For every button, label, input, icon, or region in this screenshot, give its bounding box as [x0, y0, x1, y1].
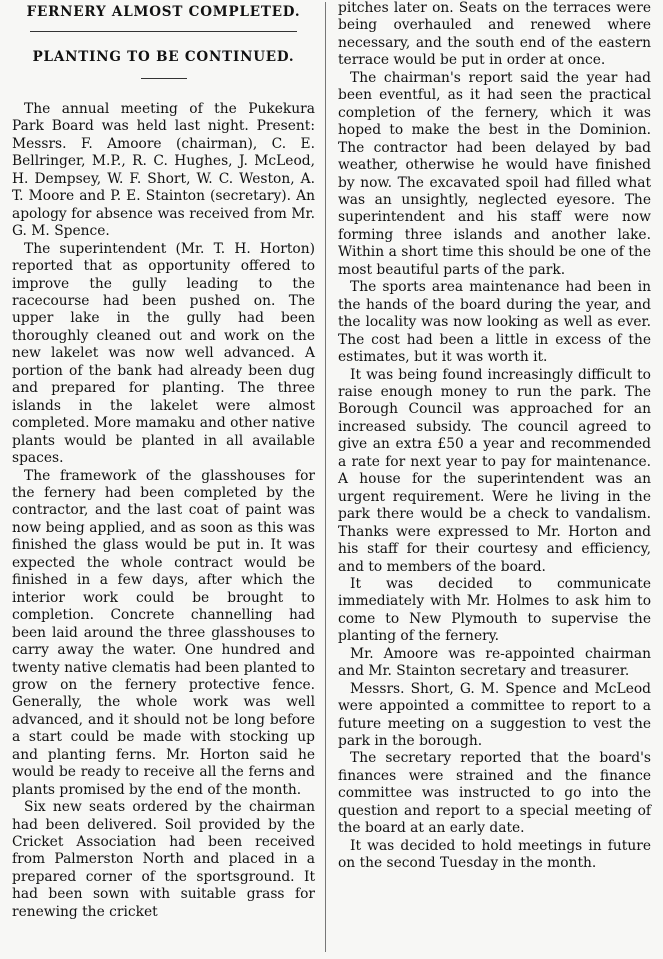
- paragraph-glasshouses: The framework of the glasshouses for the fernery had been completed by the contractor, and the last coat of paint was now being applied, and as soon as this was finished the glass would be put in. It was expected the whole contract would be finished in a few days, after which the interior work could be brought to completion. Concrete channelling had been laid around the three glasshouses to carry away the water. One hundred and twenty native clematis had been planted to grow on the fernery protective fence. Generally, the whole work was well advanced, and it should not be long before a start could be made with stocking up and planting ferns. Mr. Horton said he would be ready to receive all the ferns and plants promised by the end of the month.: [12, 467, 315, 798]
- paragraph-reappointed: Mr. Amoore was re-appointed chairman and Mr. Stainton secretary and treasurer.: [338, 645, 651, 680]
- paragraph-seats-continued: pitches later on. Seats on the terraces were being overhauled and renewed where necessary, and the south end of the eastern terrace would be put in order at once.: [338, 0, 651, 69]
- paragraph-superintendent: The superintendent (Mr. T. H. Horton) reported that as opportunity offered to improve the gully leading to the racecourse had been pushed on. The upper lake in the gully had been thoroughly cleaned out and work on the new lakelet was now well advanced. A portion of the bank had already been dug and prepared for planting. The three islands in the lakelet were almost completed. More mamaku and other native plants would be planted in all available spaces.: [12, 240, 315, 467]
- paragraph-meetings: It was decided to hold meetings in future on the second Tuesday in the month.: [338, 837, 651, 872]
- column-divider: [325, 2, 326, 952]
- paragraph-meeting: The annual meeting of the Pukekura Park Board was held last night. Present: Messrs. F. Amoore (chairman), C. E. Bellringer, M.P., R. C. Hughes, J. McLeod, H. Dempsey, W. F. Short, W. C. Weston, A. T. Moore and P. E. Stainton (secretary). An apology for absence was received from Mr. G. M. Spence.: [12, 101, 315, 240]
- paragraph-secretary: The secretary reported that the board's finances were strained and the finance committee was instructed to go into the question and report to a special meeting of the board at an early date.: [338, 750, 651, 837]
- left-column: [12, 0, 315, 921]
- headline-rule: [30, 31, 297, 32]
- paragraph-committee: Messrs. Short, G. M. Spence and McLeod were appointed a committee to report to a future meeting on a suggestion to vest the park in the borough.: [338, 680, 651, 750]
- paragraph-finance: It was being found increasingly difficult to raise enough money to run the park. The Borough Council was approached for an increased subsidy. The council agreed to give an extra £50 a year and recommended a rate for next year to pay for maintenance. A house for the superintendent was an urgent requirement. Were he living in the park there would be a check to vandalism. Thanks were expressed to Mr. Horton and his staff for their courtesy and efficiency, and to members of the board.: [338, 366, 651, 575]
- paragraph-sports-area: The sports area maintenance had been in the hands of the board during the year, and the locality was now looking as well as ever. The cost had been a little in excess of the estimates, but it was worth it.: [338, 279, 651, 366]
- paragraph-seats: Six new seats ordered by the chairman had been delivered. Soil provided by the Cricket Association had been received from Palmerston North and placed in a prepared corner of the sportsground. It had been sown with suitable grass for renewing the cricket: [12, 799, 315, 920]
- paragraph-chairman-report: The chairman's report said the year had been eventful, as it had seen the practical completion of the fernery, which it was hoped to make the best in the Dominion. The contractor had been delayed by bad weather, otherwise he would have finished by now. The excavated spoil had filled what was an unsightly, neglected eyesore. The superintendent and his staff were now forming three islands and another lake. Within a short time this should be one of the most beautiful parts of the park.: [338, 69, 651, 278]
- subheadline: PLANTING TO BE CONTINUED.: [32, 49, 295, 65]
- headline: FERNERY ALMOST COMPLETED.: [26, 4, 301, 20]
- right-column: [338, 0, 651, 873]
- paragraph-holmes: It was decided to communicate immediately with Mr. Holmes to ask him to come to New Plymouth to supervise the planting of the fernery.: [338, 575, 651, 645]
